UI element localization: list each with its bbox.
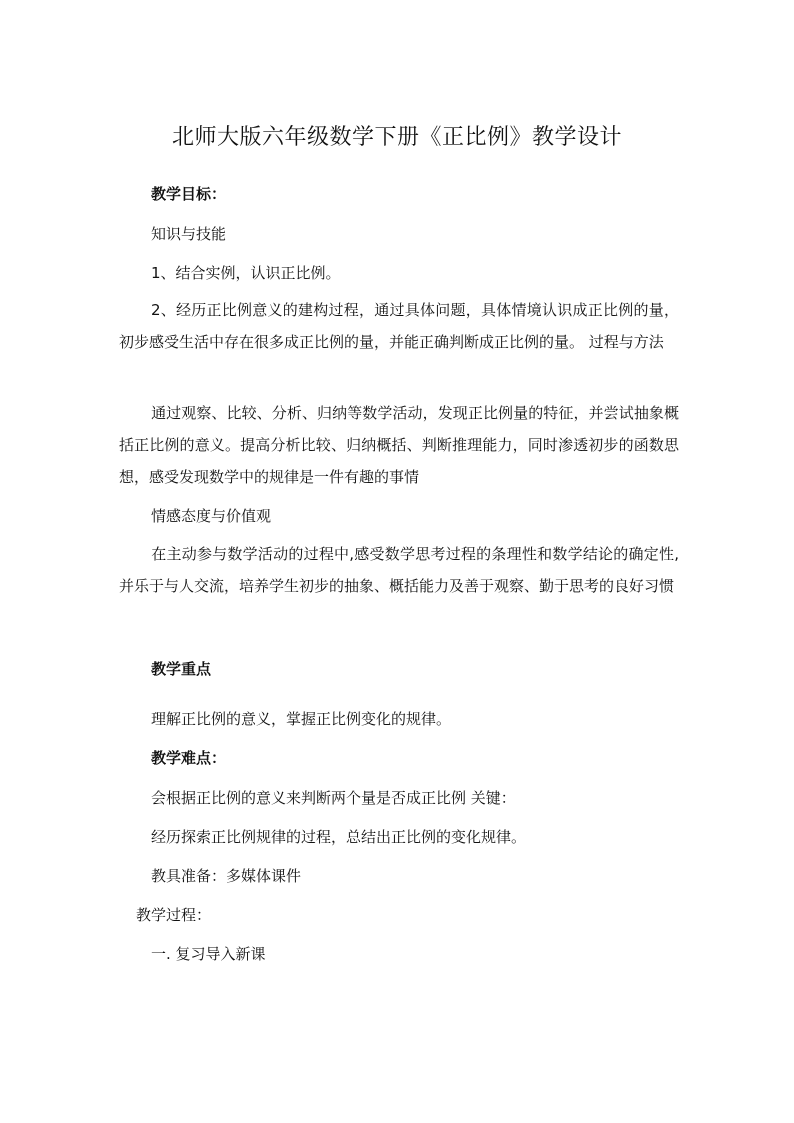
emotion-heading: 情感态度与价值观 [151,507,272,525]
knowledge-skills-heading: 知识与技能 [151,225,227,243]
tools-text: 教具准备：多媒体课件 [151,867,302,885]
objective-item-1: 1、结合实例，认识正比例。 [151,264,341,282]
process-heading: 教学过程： [136,906,212,924]
difficulty-heading: 教学难点： [151,749,227,767]
objective-item-2-text: 2、经历正比例意义的建构过程，通过具体问题，具体情境认识成正比例的量，初步感受生活中存在很多成正比例的量，并能正确判断成正比例的量。 过程与方法 [119,301,679,351]
objectives-heading: 教学目标： [151,185,227,203]
emotion-text: 在主动参与数学活动的过程中,感受数学思考过程的条理性和数学结论的确定性,并乐于与人交流，培养学生初步的抽象、概括能力及善于观察、勤于思考的良好习惯 [119,545,679,595]
key-text: 理解正比例的意义，掌握正比例变化的规律。 [151,710,452,728]
objective-item-2 [119,294,679,358]
process-method-paragraph [119,397,679,493]
key-heading: 教学重点 [151,660,212,678]
key-point-text: 经历探索正比例规律的过程，总结出正比例的变化规律。 [151,828,527,846]
emotion-paragraph [119,538,679,602]
process-method-text: 通过观察、比较、分析、归纳等数学活动，发现正比例量的特征，并尝试抽象概括正比例的意义。提高分析比较、归纳概括、判断推理能力，同时渗透初步的函数思想，感受发现数学中的规律是一件有趣的事情 [119,404,679,486]
difficulty-text: 会根据正比例的意义来判断两个量是否成正比例 关键： [151,789,516,807]
step-1: 一. 复习导入新课 [151,945,266,963]
document-title: 北师大版六年级数学下册《正比例》教学设计 [171,125,622,150]
